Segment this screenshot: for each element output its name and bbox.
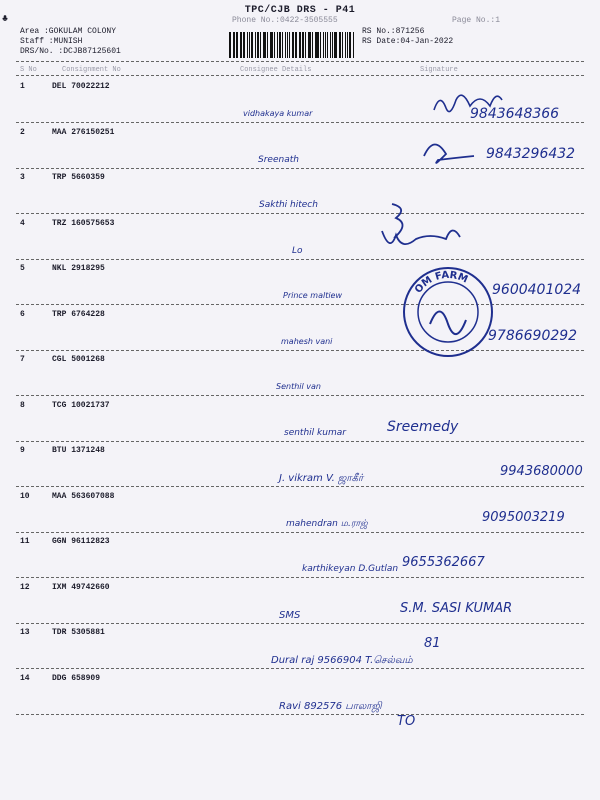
row-number: 8 — [20, 400, 25, 410]
header-rule-top — [16, 61, 584, 62]
barcode-bar — [332, 32, 334, 58]
column-head-consignee: Consignee Details — [240, 66, 312, 74]
barcode-bar — [236, 32, 238, 58]
barcode-bar — [312, 32, 313, 58]
barcode-bar — [251, 32, 253, 58]
barcode-bar — [308, 32, 309, 58]
row-number: 12 — [20, 582, 30, 592]
barcode-bar — [302, 32, 304, 58]
barcode-bar — [257, 32, 259, 58]
barcode-bar — [271, 32, 273, 58]
row-number: 13 — [20, 628, 30, 637]
row-number: 5 — [20, 264, 25, 273]
row-number: 7 — [20, 355, 25, 364]
page-number: Page No.:1 — [452, 16, 501, 25]
consignment-number: TRP 6764228 — [52, 309, 105, 319]
barcode-bar — [334, 32, 336, 58]
barcode-bar — [299, 32, 301, 58]
barcode-bar — [247, 32, 248, 58]
consignee-handwriting: Prince maltiew — [283, 291, 343, 300]
barcode-bar — [243, 32, 244, 58]
barcode-bar — [323, 32, 324, 58]
header-rule-bottom — [16, 75, 584, 76]
consignment-number: TDR 5305881 — [52, 628, 105, 637]
barcode-bar — [233, 32, 234, 58]
row-divider — [16, 259, 584, 260]
document-title: TPC/CJB DRS - P41 — [244, 5, 356, 16]
barcode-bar — [320, 32, 322, 58]
consignee-handwriting: karthikeyan D.Gutlan — [302, 564, 399, 574]
barcode-bar — [234, 32, 235, 58]
barcode-bar — [345, 32, 347, 58]
consignment-number: TCG 10021737 — [52, 400, 110, 410]
consignee-handwriting: senthil kumar — [284, 427, 346, 438]
consignment-number: MAA 563607088 — [52, 491, 115, 501]
row-number: 9 — [20, 446, 25, 455]
barcode-bar — [330, 32, 331, 58]
area-label: Area :GOKULAM COLONY — [20, 27, 117, 36]
rs-number: RS No.:871256 — [362, 27, 425, 36]
barcode-bar — [296, 32, 297, 58]
consignee-handwriting: SMS — [279, 609, 301, 621]
barcode-bar — [229, 32, 231, 58]
barcode-bar — [347, 32, 348, 58]
barcode-bar — [264, 32, 266, 58]
barcode-bar — [295, 32, 296, 58]
barcode-bar — [260, 32, 261, 58]
drs-number: DRS/No. :DCJB87125601 — [20, 47, 121, 56]
row-number: 2 — [20, 127, 25, 137]
consignee-handwriting: Lo — [292, 245, 303, 256]
barcode-bar — [285, 32, 286, 58]
barcode-bar — [249, 32, 251, 58]
row-divider — [16, 623, 584, 624]
barcode-bar — [327, 32, 329, 58]
column-head-consignment: Consignment No — [62, 66, 121, 74]
consignee-handwriting: Sakthi hitech — [259, 200, 318, 210]
signature-scribble — [430, 88, 520, 118]
row-divider — [16, 122, 584, 123]
row-number: 10 — [20, 491, 30, 501]
row-divider — [16, 168, 584, 169]
barcode-bar — [270, 32, 271, 58]
barcode-bar — [316, 32, 318, 58]
barcode-bar — [292, 32, 294, 58]
corner-mark-icon: ♣ — [2, 14, 9, 25]
row-number: 11 — [20, 537, 30, 546]
header-left-block — [20, 27, 121, 57]
barcode-bar — [282, 32, 283, 58]
barcode-bar — [255, 32, 256, 58]
consignment-number: TRZ 160575653 — [52, 218, 115, 228]
barcode-bar — [349, 32, 351, 58]
svg-text:OM FARM: OM FARM — [412, 269, 470, 296]
consignment-number: DEL 70022212 — [52, 82, 110, 91]
consignment-number: GGN 96112823 — [52, 537, 110, 546]
signature-handwriting: 9786690292 — [488, 327, 578, 344]
rs-date: RS Date:04-Jan-2022 — [362, 37, 454, 46]
consignment-number: IXM 49742660 — [52, 582, 110, 592]
row-divider — [16, 441, 584, 442]
consignment-number: DDG 658909 — [52, 673, 101, 683]
barcode-bar — [309, 32, 311, 58]
consignee-handwriting: vidhakaya kumar — [243, 109, 313, 118]
barcode-bar — [244, 32, 245, 58]
row-divider — [16, 714, 584, 715]
consignee-handwriting: Senthil van — [276, 382, 321, 391]
column-head-sno: S No — [20, 66, 37, 74]
barcode — [229, 32, 355, 58]
barcode-bar — [340, 32, 341, 58]
row-divider — [16, 532, 584, 533]
column-head-signature: Signature — [420, 66, 458, 74]
consignment-number: TRP 5660359 — [52, 173, 105, 182]
signature-handwriting: 9943680000 — [500, 464, 583, 479]
consignment-number: MAA 276150251 — [52, 127, 115, 137]
consignment-number: CGL 5001268 — [52, 355, 105, 364]
signature-handwriting: TO — [397, 713, 416, 729]
consignee-handwriting: Dural raj 9566904 T.செல்வம் — [271, 655, 413, 666]
consignee-handwriting: J. vikram V. ஜாகீர் — [279, 473, 364, 484]
header-right-block — [362, 27, 453, 47]
barcode-bar — [287, 32, 289, 58]
barcode-bar — [353, 32, 355, 58]
row-divider — [16, 350, 584, 351]
barcode-bar — [289, 32, 290, 58]
row-number: 1 — [20, 82, 25, 91]
consignee-handwriting: Ravi 892576 பாலாஜி — [279, 700, 382, 712]
signature-handwriting: 9600401024 — [492, 282, 582, 298]
row-divider — [16, 668, 584, 669]
barcode-bar — [315, 32, 316, 58]
barcode-bar — [342, 32, 343, 58]
barcode-bar — [325, 32, 326, 58]
row-number: 4 — [20, 218, 25, 228]
row-divider — [16, 577, 584, 578]
barcode-bar — [339, 32, 340, 58]
signature-handwriting: 81 — [424, 636, 441, 651]
row-number: 14 — [20, 673, 30, 683]
barcode-bar — [279, 32, 281, 58]
consignee-handwriting: Sreenath — [258, 154, 299, 165]
row-number: 6 — [20, 309, 25, 319]
row-divider — [16, 486, 584, 487]
consignee-handwriting: mahendran ம.ராஜ் — [286, 518, 368, 529]
signature-scribble — [378, 225, 468, 257]
row-number: 3 — [20, 173, 25, 182]
signature-handwriting: Sreemedy — [387, 418, 459, 435]
row-divider — [16, 213, 584, 214]
row-divider — [16, 395, 584, 396]
signature-handwriting: 9095003219 — [482, 509, 565, 525]
signature-handwriting: 9843296432 — [486, 145, 576, 162]
consignment-number: BTU 1371248 — [52, 446, 105, 455]
signature-handwriting: 9843648366 — [470, 106, 560, 122]
phone-number: Phone No.:0422-3505555 — [232, 16, 338, 25]
signature-handwriting: S.M. SASI KUMAR — [400, 600, 513, 616]
barcode-bar — [274, 32, 276, 58]
staff-label: Staff :MUNISH — [20, 37, 83, 46]
consignee-handwriting: mahesh vani — [281, 336, 333, 346]
barcode-bar — [277, 32, 278, 58]
barcode-bar — [267, 32, 268, 58]
row-divider — [16, 304, 584, 305]
signature-scribble — [418, 136, 488, 170]
consignment-number: NKL 2918295 — [52, 264, 105, 273]
barcode-bar — [305, 32, 306, 58]
signature-handwriting: 9655362667 — [402, 555, 485, 570]
barcode-bar — [263, 32, 264, 58]
company-stamp — [400, 264, 496, 360]
barcode-bar — [240, 32, 242, 58]
